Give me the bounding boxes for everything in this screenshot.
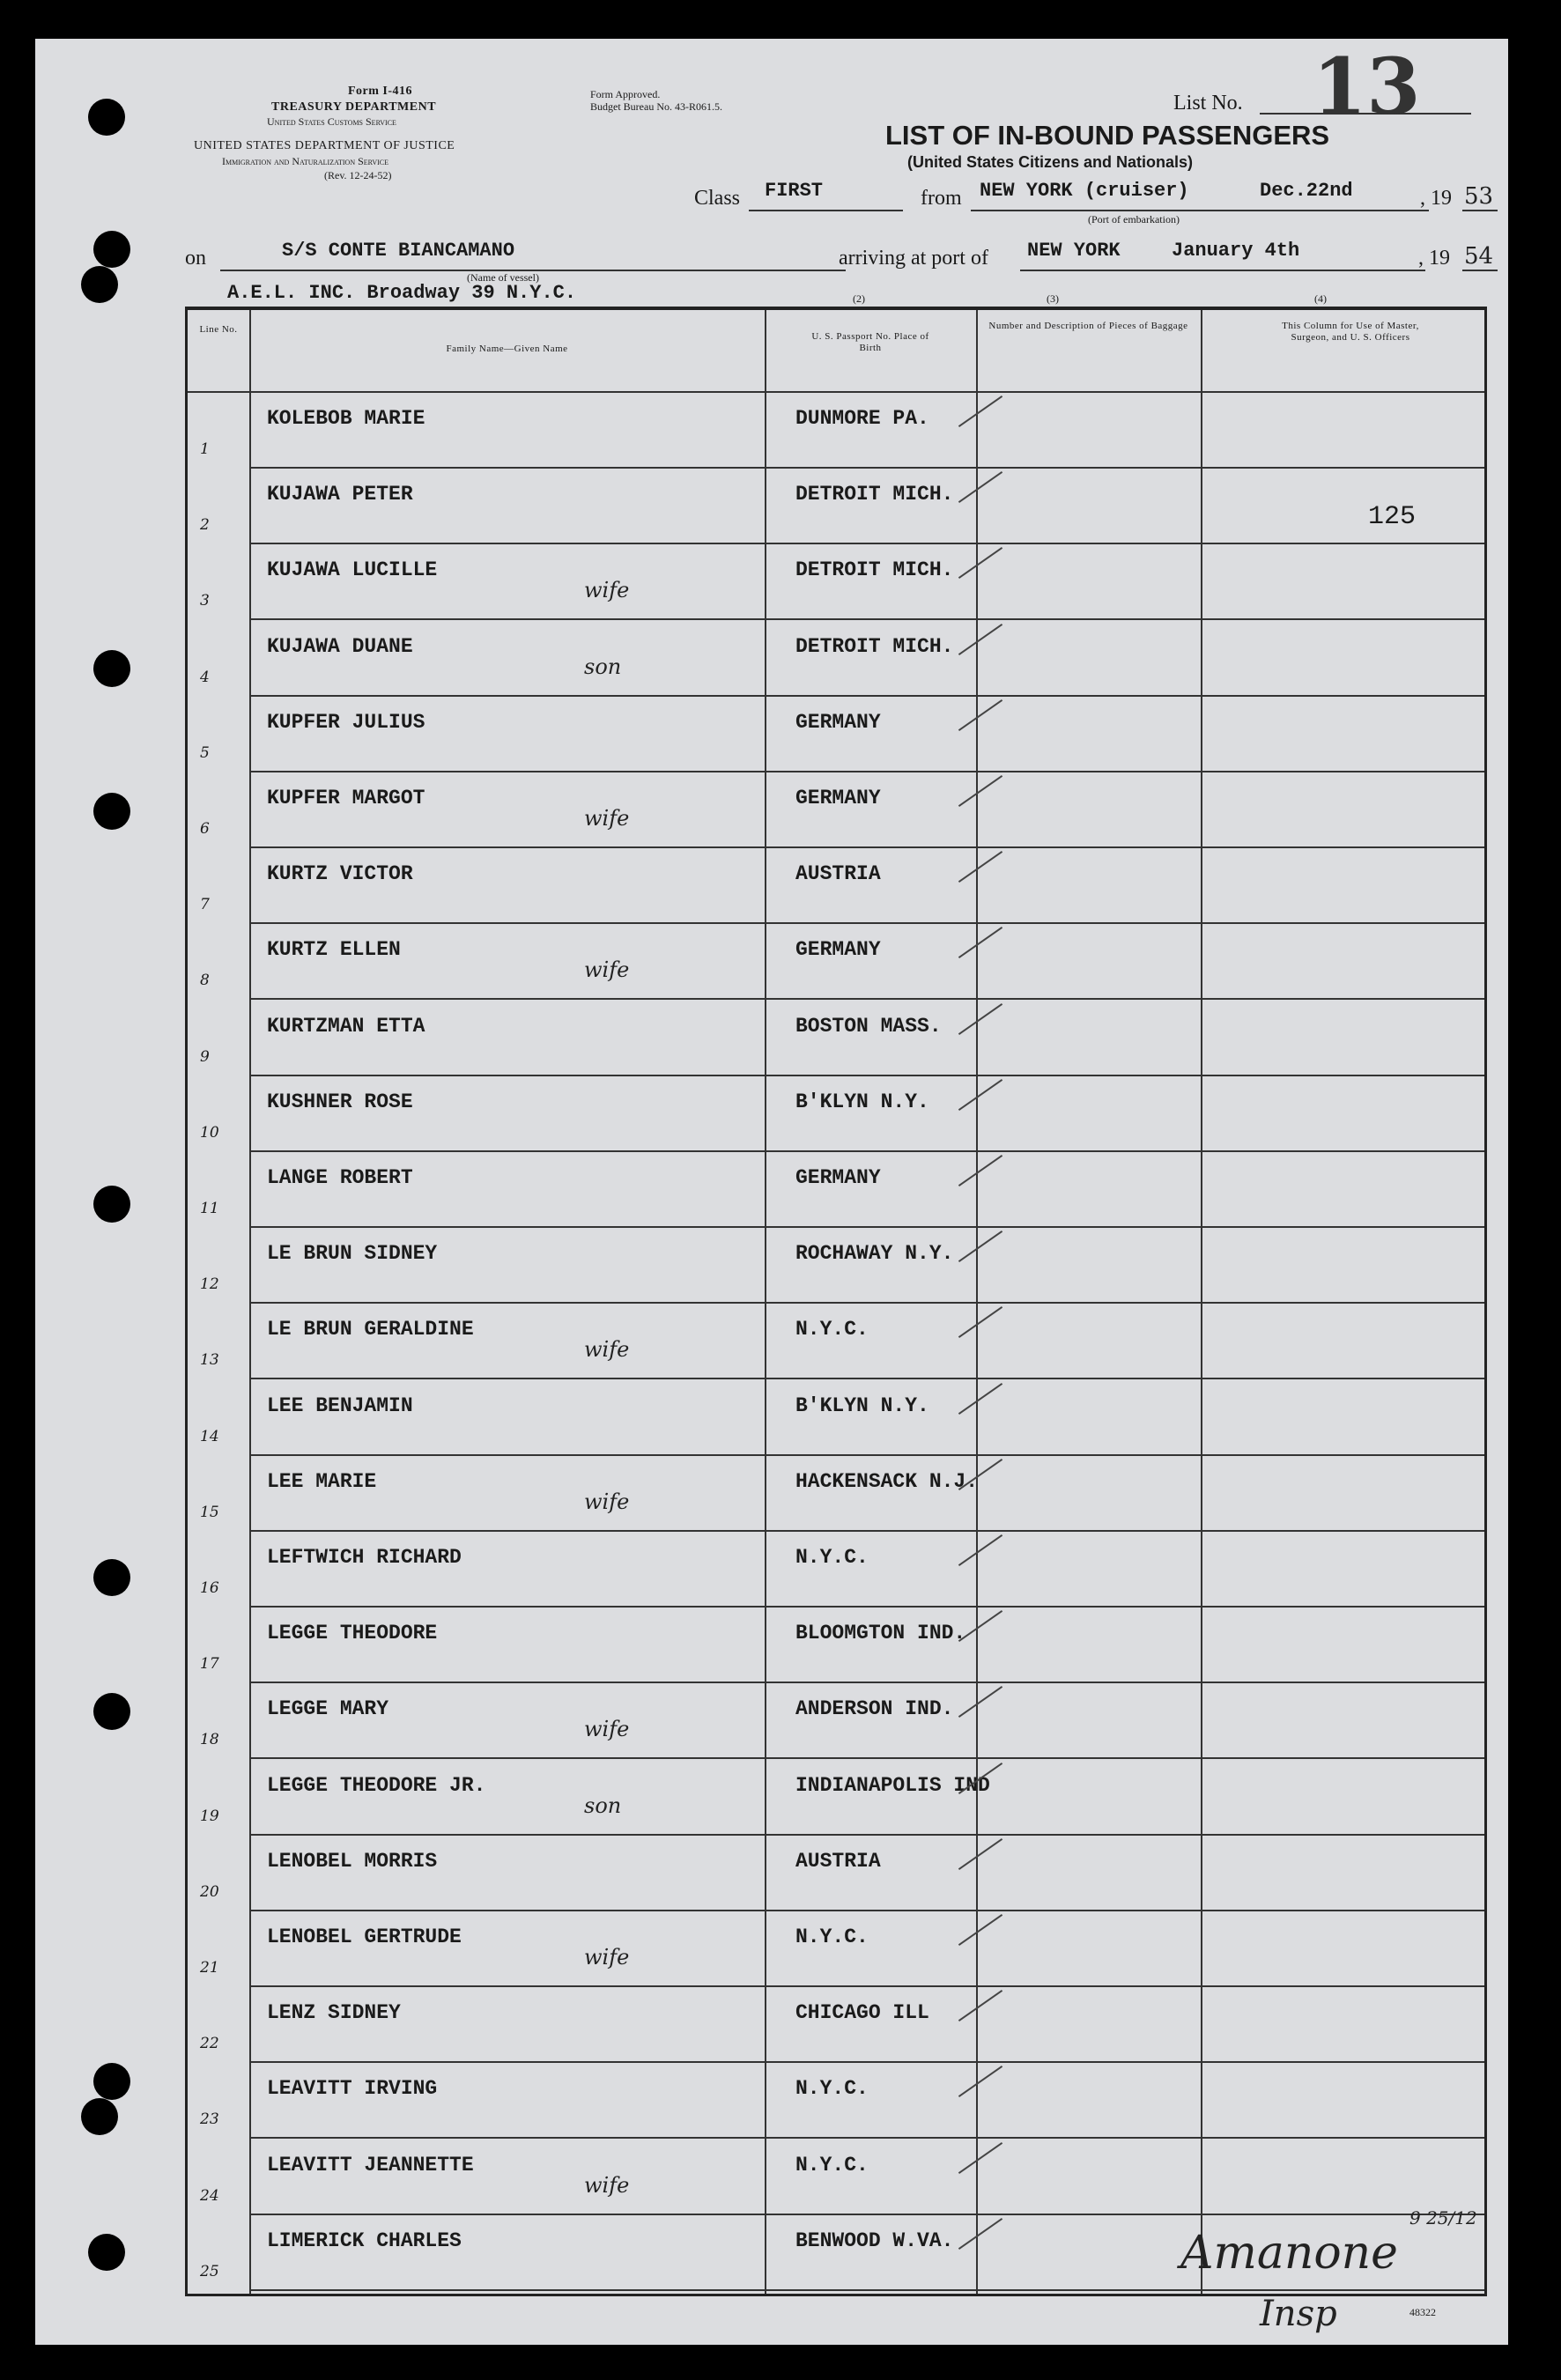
from-label: from [921, 187, 962, 210]
year-suffix-embarkation: 53 [1464, 183, 1494, 210]
place-of-birth: ROCHAWAY N.Y. [795, 1242, 954, 1266]
binder-hole [93, 2063, 130, 2100]
passenger-name: KOLEBOB MARIE [267, 407, 425, 430]
check-mark [958, 699, 1002, 731]
binder-hole [93, 793, 130, 830]
passenger-name: LE BRUN SIDNEY [267, 1242, 438, 1266]
table-row [188, 1228, 1484, 1304]
check-mark [958, 2066, 1002, 2097]
binder-hole [88, 99, 125, 136]
signature-fraction: 9 25/12 [1409, 2207, 1477, 2228]
place-of-birth: GERMANY [795, 787, 881, 809]
page-subtitle: (United States Citizens and Nationals) [907, 153, 1194, 171]
line-number: 5 [200, 743, 210, 762]
line-number: 8 [200, 972, 210, 990]
table-row [188, 1152, 1484, 1228]
vessel-caption: (Name of vessel) [467, 271, 539, 284]
line-number: 24 [200, 2186, 219, 2205]
year-prefix-embarkation: , 19 [1420, 187, 1452, 210]
check-mark [958, 624, 1002, 655]
table-row [188, 1001, 1484, 1076]
footer-code: 48322 [1409, 2306, 1436, 2318]
table-row [188, 1076, 1484, 1152]
passenger-name: KUPFER MARGOT [267, 787, 425, 809]
place-of-birth: HACKENSACK N.J. [795, 1469, 979, 1493]
passenger-name: KURTZ VICTOR [267, 862, 413, 886]
relationship-note: wife [584, 2172, 630, 2198]
table-row [188, 1456, 1484, 1532]
budget-bureau-number: Budget Bureau No. 43-R061.5. [590, 100, 722, 113]
passenger-name: LEAVITT JEANNETTE [267, 2153, 474, 2177]
binder-hole [93, 1559, 130, 1596]
header-officers: This Column for Use of Master, Surgeon, and U. S. Officers [1282, 321, 1419, 343]
place-of-birth: ANDERSON IND. [795, 1697, 954, 1721]
passenger-name: LE BRUN GERALDINE [267, 1318, 474, 1342]
passenger-name: KUPFER JULIUS [267, 710, 425, 734]
line-number: 10 [200, 1123, 219, 1142]
column-3-number: (3) [1047, 292, 1059, 305]
relationship-note: wife [584, 806, 630, 831]
form-approved: Form Approved. [590, 88, 661, 100]
place-of-birth: N.Y.C. [795, 1546, 869, 1569]
line-number: 13 [200, 1351, 219, 1370]
binder-hole [81, 266, 118, 303]
table-row [188, 697, 1484, 772]
table-row [188, 544, 1484, 620]
check-mark [958, 1534, 1002, 1566]
place-of-birth: N.Y.C. [795, 1318, 869, 1342]
line-number: 20 [200, 1882, 219, 1901]
check-mark [958, 2142, 1002, 2174]
check-mark [958, 395, 1002, 427]
passenger-name: KURTZMAN ETTA [267, 1014, 425, 1038]
line-number: 19 [200, 1807, 219, 1825]
passenger-name: KURTZ ELLEN [267, 938, 401, 962]
document-page [35, 39, 1508, 2345]
column-2-number: (2) [853, 292, 865, 305]
column-4-number: (4) [1314, 292, 1327, 305]
table-row [188, 924, 1484, 1000]
table-row [188, 772, 1484, 848]
table-row [188, 2063, 1484, 2139]
line-number: 2 [200, 516, 210, 535]
table-row [188, 1532, 1484, 1608]
embarkation-port: NEW YORK (cruiser) [980, 180, 1189, 202]
check-mark [958, 547, 1002, 579]
header-family-name: Family Name—Given Name [446, 344, 568, 354]
table-row [188, 1380, 1484, 1456]
passenger-name: KUJAWA LUCILLE [267, 558, 438, 582]
line-number: 23 [200, 2110, 219, 2129]
relationship-note: wife [584, 1489, 630, 1514]
year-suffix-arrival: 54 [1464, 243, 1494, 270]
class-label: Class [694, 187, 741, 210]
check-mark [958, 1231, 1002, 1262]
treasury-department: TREASURY DEPARTMENT [271, 100, 437, 114]
relationship-note: wife [584, 1945, 630, 1970]
passenger-name: LEGGE THEODORE JR. [267, 1773, 486, 1797]
passenger-name: KUJAWA DUANE [267, 634, 413, 658]
place-of-birth: N.Y.C. [795, 1925, 869, 1948]
passenger-name: LEGGE MARY [267, 1697, 389, 1721]
place-of-birth: DETROIT MICH. [795, 634, 954, 658]
line-number: 4 [200, 668, 210, 686]
header-passport: U. S. Passport No. Place of Birth [811, 331, 929, 353]
place-of-birth: N.Y.C. [795, 2153, 869, 2177]
relationship-note: son [584, 1792, 622, 1818]
place-of-birth: N.Y.C. [795, 2077, 869, 2101]
port-caption: (Port of embarkation) [1088, 213, 1180, 225]
line-number: 16 [200, 1579, 219, 1597]
line-number: 6 [200, 820, 210, 838]
table-row [188, 1836, 1484, 1911]
relationship-note: wife [584, 1337, 630, 1363]
place-of-birth: GERMANY [795, 938, 881, 962]
page-title: LIST OF IN-BOUND PASSENGERS [885, 120, 1330, 151]
check-mark [958, 1990, 1002, 2022]
relationship-note: wife [584, 957, 630, 983]
official-count: 125 [1368, 502, 1417, 532]
place-of-birth: GERMANY [795, 1166, 881, 1189]
place-of-birth: DUNMORE PA. [795, 407, 929, 430]
passenger-name: LEFTWICH RICHARD [267, 1546, 462, 1569]
immigration-service: Immigration and Naturalization Service [222, 155, 389, 167]
arrival-port: NEW YORK [1027, 240, 1121, 262]
place-of-birth: BOSTON MASS. [795, 1014, 942, 1038]
table-row [188, 1304, 1484, 1379]
agent-address: A.E.L. INC. Broadway 39 N.Y.C. [227, 282, 577, 304]
check-mark [958, 1003, 1002, 1035]
place-of-birth: CHICAGO ILL [795, 2001, 929, 2025]
passenger-name: LEGGE THEODORE [267, 1622, 438, 1645]
inspector-title: Insp [1260, 2294, 1337, 2334]
vessel-name: S/S CONTE BIANCAMANO [282, 240, 515, 262]
place-of-birth: AUSTRIA [795, 1849, 881, 1873]
line-number: 11 [200, 1200, 219, 1217]
place-of-birth: AUSTRIA [795, 862, 881, 886]
line-number: 12 [200, 1275, 219, 1294]
line-number: 3 [200, 592, 210, 610]
table-row [188, 1683, 1484, 1759]
passenger-name: LANGE ROBERT [267, 1166, 413, 1189]
list-no-label: List No. [1173, 92, 1243, 115]
passenger-name: LEE BENJAMIN [267, 1393, 413, 1417]
place-of-birth: BLOOMGTON IND. [795, 1622, 966, 1645]
check-mark [958, 775, 1002, 807]
line-number: 22 [200, 2035, 219, 2053]
inspector-signature: Amanone [1180, 2227, 1398, 2280]
check-mark [958, 471, 1002, 503]
check-mark [958, 851, 1002, 883]
year-prefix-arrival: , 19 [1418, 247, 1450, 270]
relationship-note: wife [584, 578, 630, 603]
form-revision: (Rev. 12-24-52) [324, 169, 392, 181]
check-mark [958, 1155, 1002, 1186]
header-line-no: Line No. [199, 324, 238, 335]
place-of-birth: B'KLYN N.Y. [795, 1393, 929, 1417]
passenger-name: LIMERICK CHARLES [267, 2228, 462, 2252]
line-number: 18 [200, 1731, 219, 1749]
arrival-date: January 4th [1172, 240, 1300, 262]
binder-hole [93, 1693, 130, 1730]
check-mark [958, 2218, 1002, 2250]
place-of-birth: GERMANY [795, 710, 881, 734]
line-number: 9 [200, 1047, 210, 1066]
passenger-name: LEAVITT IRVING [267, 2077, 438, 2101]
check-mark [958, 1383, 1002, 1415]
passenger-name: LENOBEL GERTRUDE [267, 1925, 462, 1948]
place-of-birth: B'KLYN N.Y. [795, 1090, 929, 1113]
check-mark [958, 1686, 1002, 1718]
binder-hole [93, 1186, 130, 1223]
line-number: 14 [200, 1427, 219, 1445]
place-of-birth: BENWOOD W.VA. [795, 2228, 954, 2252]
binder-hole [81, 2098, 118, 2135]
passenger-name: LEE MARIE [267, 1469, 377, 1493]
embarkation-date: Dec.22nd [1260, 180, 1353, 202]
line-number: 25 [200, 2262, 219, 2280]
binder-hole [93, 650, 130, 687]
passenger-table [185, 307, 1487, 2296]
line-number: 7 [200, 896, 210, 914]
customs-service: United States Customs Service [267, 115, 396, 128]
place-of-birth: INDIANAPOLIS IND [795, 1773, 990, 1797]
table-row [188, 621, 1484, 697]
line-number: 15 [200, 1503, 219, 1521]
line-number: 1 [200, 440, 210, 458]
table-row [188, 393, 1484, 469]
check-mark [958, 927, 1002, 958]
form-number: Form I-416 [348, 85, 413, 98]
table-row [188, 1760, 1484, 1836]
passenger-name: LENOBEL MORRIS [267, 1849, 438, 1873]
table-row [188, 848, 1484, 924]
department-of-justice: UNITED STATES DEPARTMENT OF JUSTICE [194, 139, 455, 152]
passenger-name: KUSHNER ROSE [267, 1090, 413, 1113]
place-of-birth: DETROIT MICH. [795, 558, 954, 582]
header-baggage: Number and Description of Pieces of Baggage [988, 321, 1188, 331]
passenger-name: LENZ SIDNEY [267, 2001, 401, 2025]
check-mark [958, 1306, 1002, 1338]
check-mark [958, 1914, 1002, 1946]
table-row [188, 1987, 1484, 2063]
table-row [188, 2140, 1484, 2215]
class-value: FIRST [765, 180, 824, 202]
line-number: 21 [200, 1959, 219, 1977]
table-row [188, 469, 1484, 544]
table-row [188, 1911, 1484, 1987]
binder-hole [93, 231, 130, 268]
passenger-name: KUJAWA PETER [267, 483, 413, 506]
table-row [188, 1608, 1484, 1683]
line-number: 17 [200, 1655, 219, 1674]
check-mark [958, 1079, 1002, 1111]
relationship-note: son [584, 654, 622, 679]
binder-hole [88, 2234, 125, 2271]
on-label: on [185, 247, 206, 270]
arriving-label: arriving at port of [839, 247, 988, 270]
place-of-birth: DETROIT MICH. [795, 483, 954, 506]
list-number: 13 [1313, 41, 1421, 132]
relationship-note: wife [584, 1717, 630, 1742]
check-mark [958, 1838, 1002, 1870]
